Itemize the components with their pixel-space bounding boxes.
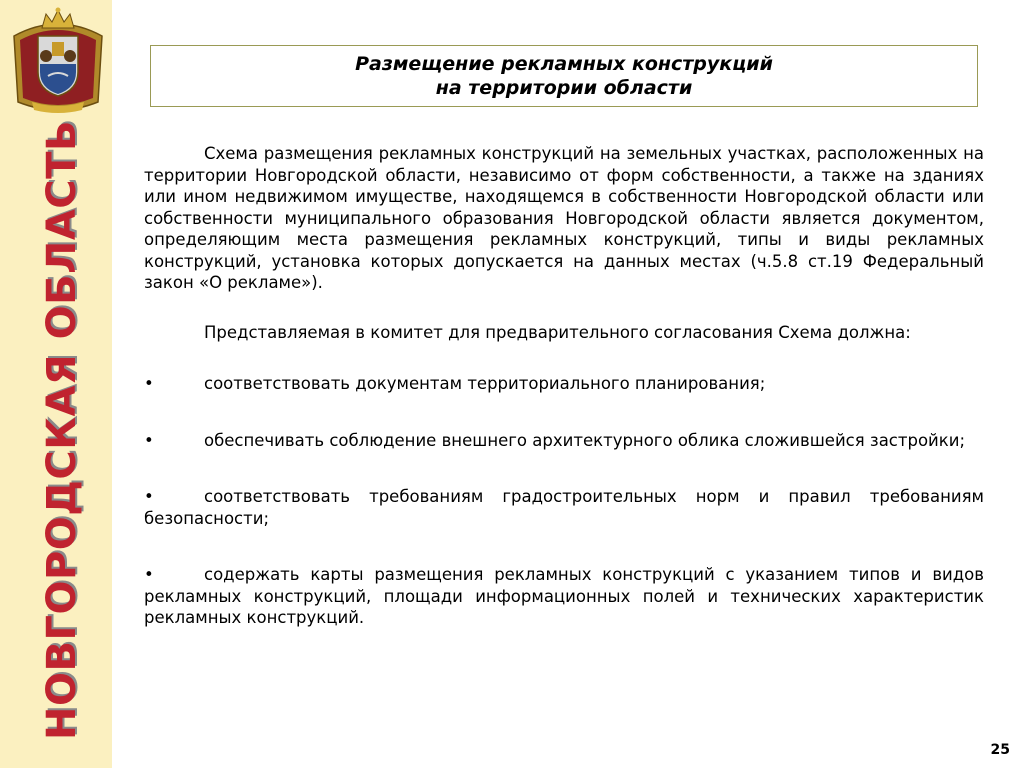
- list-item-text: обеспечивать соблюдение внешнего архитектурного облика сложившейся застройки;: [204, 430, 966, 450]
- bullet-icon: •: [144, 565, 154, 584]
- sidebar: [0, 0, 112, 768]
- paragraph-requirements-intro: Представляемая в комитет для предварительного согласования Схема должна:: [204, 322, 911, 342]
- title-line-1: Размещение рекламных конструкций: [355, 53, 773, 75]
- list-item-text: соответствовать требованиям градостроительных норм и правил требованиям безопасности;: [144, 487, 984, 528]
- page-number: 25: [990, 742, 1010, 758]
- bullet-icon: •: [144, 430, 154, 450]
- list-item-text: соответствовать документам территориального планирования;: [204, 374, 766, 393]
- list-item: [144, 430, 984, 452]
- list-item: [144, 373, 984, 395]
- title-line-2: на территории области: [435, 77, 693, 99]
- list-item-text: содержать карты размещения рекламных конструкций с указанием типов и видов рекламных конструкций, площади информационных полей и технических характеристик рекламных конструкций.: [144, 565, 984, 627]
- bullet-icon: •: [144, 487, 154, 506]
- bullet-icon: •: [144, 374, 154, 393]
- slide-title: [150, 45, 978, 107]
- coat-of-arms-icon: [8, 6, 108, 118]
- paragraph-scheme-definition: Схема размещения рекламных конструкций на земельных участках, расположенных на территории Новгородской области, независимо от форм собственности, а также на зданиях или ином недвижимом имуществе, находящемся в собственности Новгородской области или собственности муниципального образования Новгородской области является документом, определяющим места размещения рекламных конструкций, типы и виды рекламных конструкций, установка которых допускается на данных местах (ч.5.8 ст.19 Федеральный закон «О рекламе»).: [144, 144, 984, 292]
- list-item: [144, 486, 984, 529]
- slide-body: [144, 143, 984, 629]
- list-item: [144, 564, 984, 629]
- region-name-vertical: НОВГОРОДСКАЯ ОБЛАСТЬ: [39, 120, 85, 740]
- requirements-list: [144, 373, 984, 629]
